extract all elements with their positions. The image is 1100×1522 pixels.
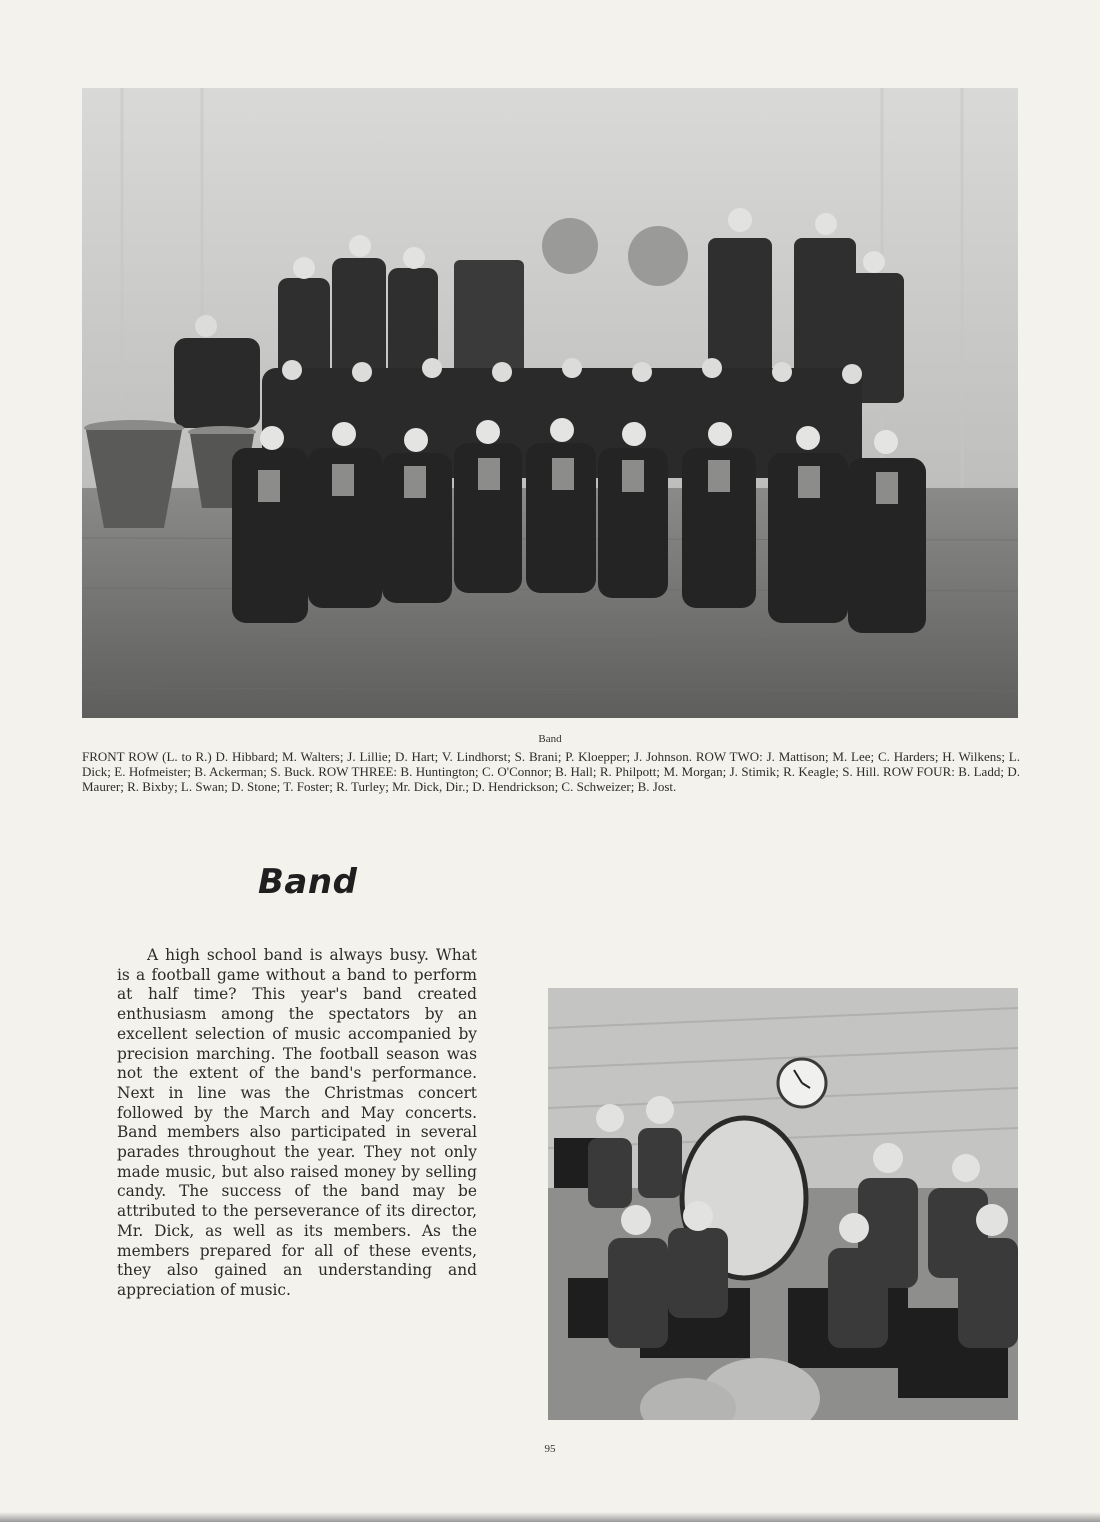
photo-caption-names: FRONT ROW (L. to R.) D. Hibbard; M. Walters; J. Lillie; D. Hart; V. Lindhorst; S. Brani; P. Kloepper; J. Johnson. ROW TWO: J. Mattison; M. Lee; C. Harders; H. Wilkens; L. Dick; E. Hofmeister; B. Ackerman; S. Buck. ROW THREE: B. Huntington; C. O'Connor; B. Hall; R. Philpott; M. Morgan; J. Stimik; R. Keagle; S. Hill. ROW FOUR: B. Ladd; D. Maurer; R. Bixby; L. Swan; D. Stone; T. Foster; R. Turley; Mr. Dick, Dir.; D. Hendrickson; C. Schweizer; B. Jost. xyxy=(82,749,1020,794)
band-rehearsal-photo xyxy=(548,988,1018,1420)
page-bottom-edge xyxy=(0,1512,1100,1522)
section-heading: Band xyxy=(258,862,358,902)
band-rehearsal-photo-drawing xyxy=(548,988,1018,1420)
band-group-photo xyxy=(82,88,1018,718)
photo-caption-title: Band xyxy=(538,733,562,745)
band-group-photo-drawing xyxy=(82,88,1018,718)
page-number: 95 xyxy=(544,1443,556,1455)
article-body: A high school band is always busy. What is a football game without a band to perform at half time? This year's band created enthusiasm among the spectators by an excellent selection of music accompanied by precision marching. The football season was not the extent of the band's performance. Next in line was the Christmas concert followed by the March and May concerts. Band members also participated in several parades throughout the year. They not only made music, but also raised money by selling candy. The success of the band may be attributed to the perseverance of its director, Mr. Dick, as well as its members. As the members prepared for all of these events, they also gained an understanding and appreciation of music. xyxy=(117,946,477,1299)
